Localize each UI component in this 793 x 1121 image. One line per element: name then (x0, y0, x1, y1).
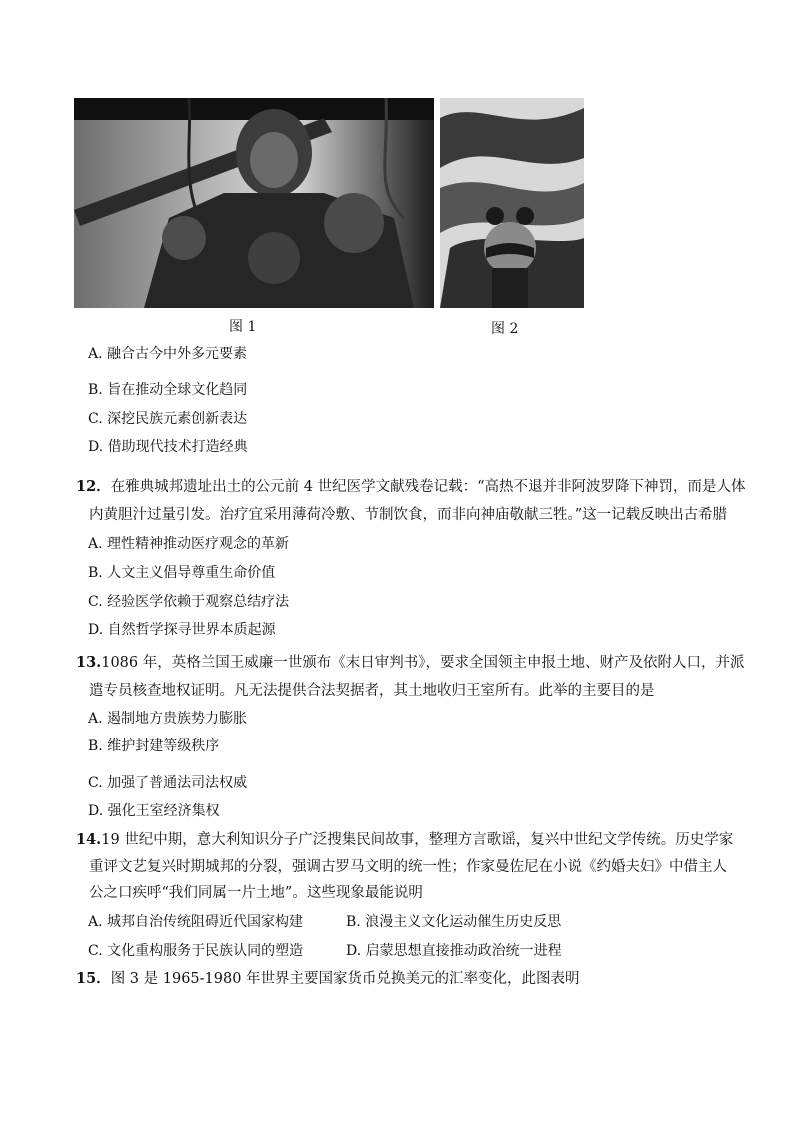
q14-option-a: A. 城邦自治传统阻碍近代国家构建 (88, 914, 304, 930)
q14-option-c: C. 文化重构服务于民族认同的塑造 (88, 943, 304, 959)
q13-stem-line1: 13.1086 年，英格兰国王威廉一世颁布《末日审判书》，要求全国领主申报土地、财产及依附人口，并派 (76, 654, 745, 671)
q12-option-a: A. 理性精神推动医疗观念的革新 (88, 536, 290, 552)
q15-stem-line1: 15．图 3 是 1965-1980 年世界主要国家货币兑换美元的汇率变化，此图表明 (76, 970, 580, 987)
q13-option-a: A. 遏制地方贵族势力膨胀 (88, 711, 248, 727)
q11-option-d: D. 借助现代技术打造经典 (88, 439, 248, 455)
q13-option-b: B. 维护封建等级秩序 (88, 738, 220, 754)
q11-option-a: A. 融合古今中外多元要素 (88, 346, 248, 362)
q14-stem-line2: 重评文艺复兴时期城邦的分裂，强调古罗马文明的统一性；作家曼佐尼在小说《约婚夫妇》中借主人 (89, 859, 727, 875)
figure-2-caption: 图 2 (491, 321, 519, 337)
q15-number: 15． (76, 970, 111, 987)
q11-option-b: B. 旨在推动全球文化趋同 (88, 382, 248, 398)
figure-1-image (74, 98, 434, 308)
q13-option-d: D. 强化王室经济集权 (88, 803, 220, 819)
q13-stem-line2: 遣专员核查地权证明。凡无法提供合法契据者，其土地收归王室所有。此举的主要目的是 (89, 683, 655, 699)
q14-option-b: B. 浪漫主义文化运动催生历史反思 (346, 914, 562, 930)
figure-1-caption: 图 1 (229, 319, 257, 335)
q12-number: 12． (76, 478, 111, 495)
q14-number: 14. (76, 831, 102, 848)
q12-stem-line2: 内黄胆汁过量引发。治疗宜采用薄荷冷敷、节制饮食，而非向神庙敬献三牲。”这一记载反映出古希腊 (89, 507, 728, 523)
q13-number: 13. (76, 654, 102, 671)
q12-option-d: D. 自然哲学探寻世界本质起源 (88, 622, 276, 638)
q14-stem-line3: 公之口疾呼“我们同属一片土地”。这些现象最能说明 (89, 885, 423, 901)
q12-stem-line1: 12．在雅典城邦遗址出土的公元前 4 世纪医学文献残卷记载：“高热不退并非阿波罗降下神罚，而是人体 (76, 478, 746, 495)
q11-option-c: C. 深挖民族元素创新表达 (88, 411, 248, 427)
figure-2-image (440, 98, 584, 308)
q12-option-c: C. 经验医学依赖于观察总结疗法 (88, 594, 290, 610)
q13-option-c: C. 加强了普通法司法权威 (88, 775, 248, 791)
q14-stem-line1: 14.19 世纪中期，意大利知识分子广泛搜集民间故事，整理方言歌谣，复兴中世纪文学传统。历史学家 (76, 831, 734, 848)
q14-option-d: D. 启蒙思想直接推动政治统一进程 (346, 943, 562, 959)
q12-option-b: B. 人文主义倡导尊重生命价值 (88, 565, 276, 581)
